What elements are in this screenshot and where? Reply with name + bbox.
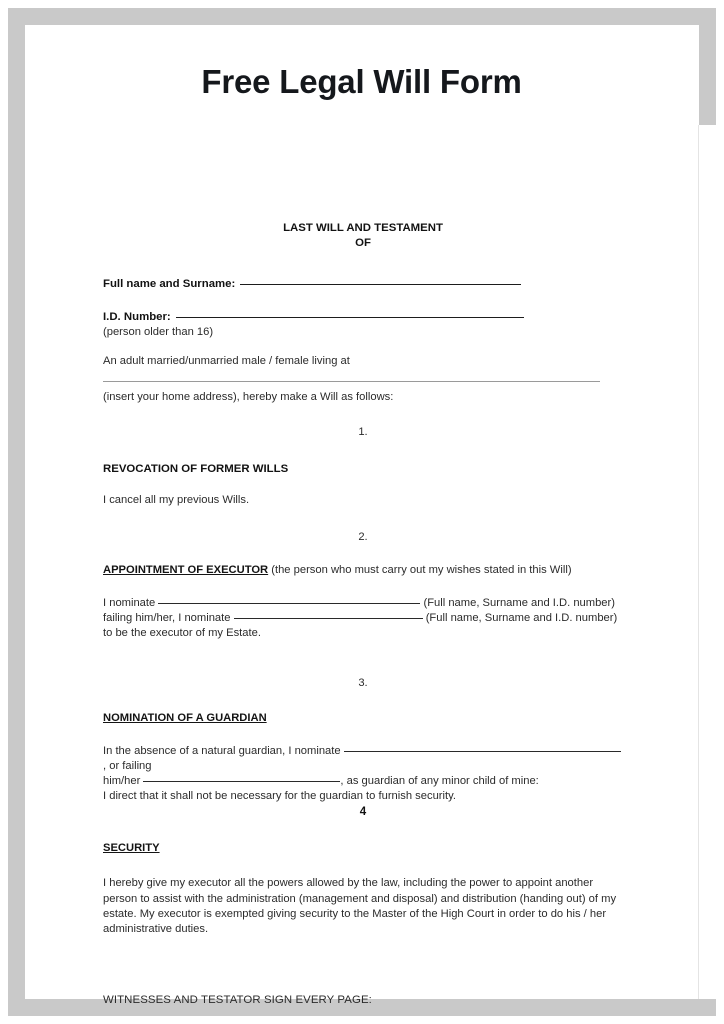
section-heading-executor-suffix: (the person who must carry out my wishes stated in this Will)	[271, 564, 572, 576]
guardian-security-direction: I direct that it shall not be necessary for the guardian to furnish security.	[103, 790, 457, 803]
section-number-3: 3.	[358, 676, 368, 689]
executor-nominate-row[interactable]	[103, 596, 623, 611]
section-number-4: 4	[359, 805, 367, 819]
section-heading-guardian: NOMINATION OF A GUARDIAN	[103, 711, 267, 724]
id-number-label: I.D. Number:	[103, 311, 171, 323]
guardian-primary-input-rule[interactable]	[344, 751, 621, 752]
full-name-input-rule[interactable]	[240, 284, 521, 285]
guardian-nominate-prefix: In the absence of a natural guardian, I nominate	[103, 744, 341, 757]
section-heading-security-row	[103, 841, 623, 856]
guardian-failing-row[interactable]	[103, 774, 623, 789]
address-note: (insert your home address), hereby make a Will as follows:	[103, 391, 394, 403]
section-number-2: 2.	[358, 531, 368, 543]
will-heading-line-2: OF	[355, 237, 371, 249]
full-name-field-row[interactable]	[103, 277, 623, 292]
executor-closing: to be the executor of my Estate.	[103, 627, 261, 640]
executor-nominate-suffix: (Full name, Surname and I.D. number)	[423, 597, 615, 609]
executor-failing-row[interactable]	[103, 611, 623, 626]
id-number-field-row[interactable]	[103, 310, 623, 325]
witness-signature-line: WITNESSES AND TESTATOR SIGN EVERY PAGE:	[103, 994, 372, 1007]
guardian-failing-suffix: , as guardian of any minor child of mine:	[340, 775, 539, 788]
document-body	[103, 221, 623, 1008]
executor-failing-prefix: failing him/her, I nominate	[103, 612, 231, 625]
section-heading-revocation: REVOCATION OF FORMER WILLS	[103, 463, 289, 475]
page-frame-right	[699, 8, 716, 125]
id-number-input-rule[interactable]	[176, 317, 524, 318]
page-title: Free Legal Will Form	[201, 63, 522, 100]
executor-nominate-prefix: I nominate	[103, 597, 156, 609]
executor-primary-input-rule[interactable]	[158, 603, 420, 604]
section-heading-executor-row	[103, 563, 623, 578]
page-frame-top	[8, 8, 716, 25]
section-body-revocation: I cancel all my previous Wills.	[103, 494, 250, 506]
section-heading-security: SECURITY	[103, 842, 160, 855]
section-number-1: 1.	[358, 426, 368, 438]
guardian-nominate-suffix: , or failing	[103, 759, 152, 772]
section-body-security: I hereby give my executor all the powers allowed by the law, including the power to appoint another person to assist with the administration (management and disposal) and distribution (handing out) of my estate. My executor is exempted giving security to the Master of the High Court in order to do his / her administrative duties.	[103, 877, 617, 936]
executor-alternate-input-rule[interactable]	[234, 618, 423, 619]
executor-failing-suffix: (Full name, Surname and I.D. number)	[425, 612, 618, 625]
adult-status-line: An adult married/unmarried male / female living at	[103, 355, 350, 367]
guardian-nominate-row[interactable]	[103, 744, 623, 774]
full-name-label: Full name and Surname:	[103, 278, 236, 290]
page-frame-left	[8, 8, 25, 1016]
document-sheet	[25, 25, 698, 1007]
page-edge-hairline	[698, 125, 699, 999]
section-heading-guardian-row	[103, 711, 623, 726]
will-heading-line-1: LAST WILL AND TESTAMENT	[283, 222, 443, 234]
guardian-alternate-input-rule[interactable]	[143, 781, 340, 782]
section-heading-executor: APPOINTMENT OF EXECUTOR	[103, 564, 269, 576]
guardian-failing-prefix: him/her	[103, 775, 141, 788]
id-number-note: (person older than 16)	[103, 326, 214, 338]
